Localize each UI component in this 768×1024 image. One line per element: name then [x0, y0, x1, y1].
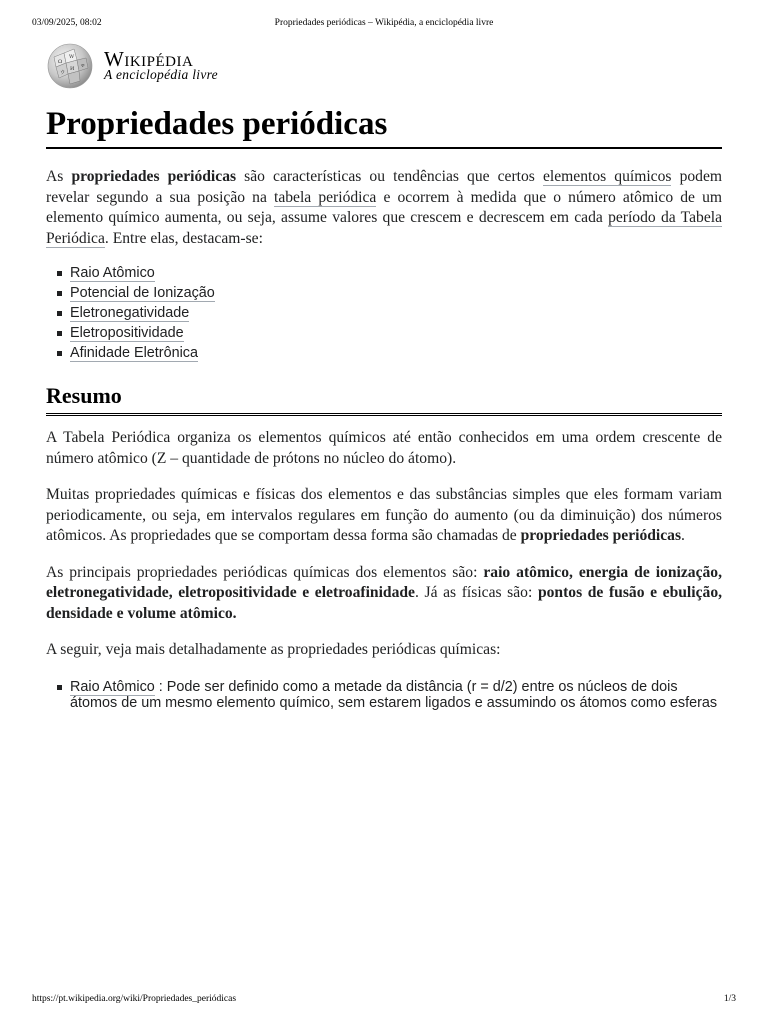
wikipedia-puzzle-globe-icon: [46, 43, 94, 89]
paragraph: As principais propriedades periódicas químicas dos elementos são: raio atômico, energia de ionização, eletronegatividade, eletropositividade e eletroafinidade. Já as físicas são: pontos de fusão e ebulição, densidade e volume atômico.: [46, 563, 723, 622]
list-item: [46, 283, 722, 303]
print-date: 03/09/2025, 08:02: [32, 18, 102, 28]
svg-text:ক: ক: [81, 63, 85, 69]
svg-text:ウ: ウ: [60, 70, 66, 76]
list-item: [46, 323, 722, 343]
paragraph: Muitas propriedades químicas e físicas dos elementos e das substâncias simples que eles formam variam periodicamente, ou seja, em intervalos regulares em função do aumento (ou da diminuição) dos números atômicos. As propriedades que se comportam dessa forma são chamadas de propriedades periódicas.: [46, 486, 722, 544]
print-footer: [32, 994, 736, 1008]
link-periodo-tabela-periodica[interactable]: período da Tabela Periódica: [46, 209, 722, 247]
intro-paragraph: As propriedades periódicas são características ou tendências que certos elementos químicos podem revelar segundo a sua posição na tabela periódica e ocorrem à medida que o número atômico de um elemento químico aumenta, ou seja, assume valores que crescem e decrescem em cada período da Tabela Periódica. Entre elas, destacam-se:: [46, 168, 723, 247]
section-heading-resumo: Resumo: [46, 382, 722, 416]
print-url: https://pt.wikipedia.org/wiki/Propriedades_periódicas: [32, 994, 237, 1004]
link-eletronegatividade[interactable]: Eletronegatividade: [70, 305, 190, 321]
list-item: Raio Atômico : Pode ser definido como a metade da distância (r = d/2) entre os núcleos de dois átomos de um mesmo elemento químico, sem estarem ligados e assumindo os átomos como esferas: [46, 679, 722, 712]
svg-text:И: И: [70, 66, 75, 72]
properties-list: [46, 263, 722, 363]
link-afinidade-eletronica[interactable]: Afinidade Eletrônica: [70, 345, 198, 361]
print-document-title: Propriedades periódicas – Wikipédia, a enciclopédia livre: [274, 18, 494, 28]
paragraph: A seguir, veja mais detalhadamente as propriedades periódicas químicas:: [46, 641, 501, 658]
link-elementos-quimicos[interactable]: elementos químicos: [542, 168, 672, 185]
page-number: 1/3: [723, 994, 736, 1004]
link-potencial-de-ionizacao[interactable]: Potencial de Ionização: [70, 285, 215, 301]
wikipedia-wordmark: Wikipédia: [104, 47, 194, 71]
svg-text:Ω: Ω: [58, 59, 63, 65]
wikipedia-tagline: A enciclopédia livre: [104, 67, 218, 82]
link-tabela-periodica[interactable]: tabela periódica: [274, 188, 377, 206]
list-item: [46, 303, 722, 323]
article-content: [46, 104, 722, 712]
link-raio-atomico[interactable]: Raio Atômico: [70, 265, 155, 281]
list-item: [46, 343, 722, 363]
svg-text:W: W: [69, 54, 75, 60]
paragraph: A Tabela Periódica organiza os elementos químicos até então conhecidos em uma ordem crescente de número atômico (Z – quantidade de prótons no núcleo do átomo).: [46, 429, 722, 467]
print-header: [32, 18, 736, 32]
list-item: [46, 263, 722, 283]
page-title: Propriedades periódicas: [46, 104, 722, 149]
link-raio-atomico-detail[interactable]: Raio Atômico: [70, 678, 155, 695]
link-eletropositividade[interactable]: Eletropositividade: [70, 325, 184, 341]
detail-list: [46, 679, 722, 712]
